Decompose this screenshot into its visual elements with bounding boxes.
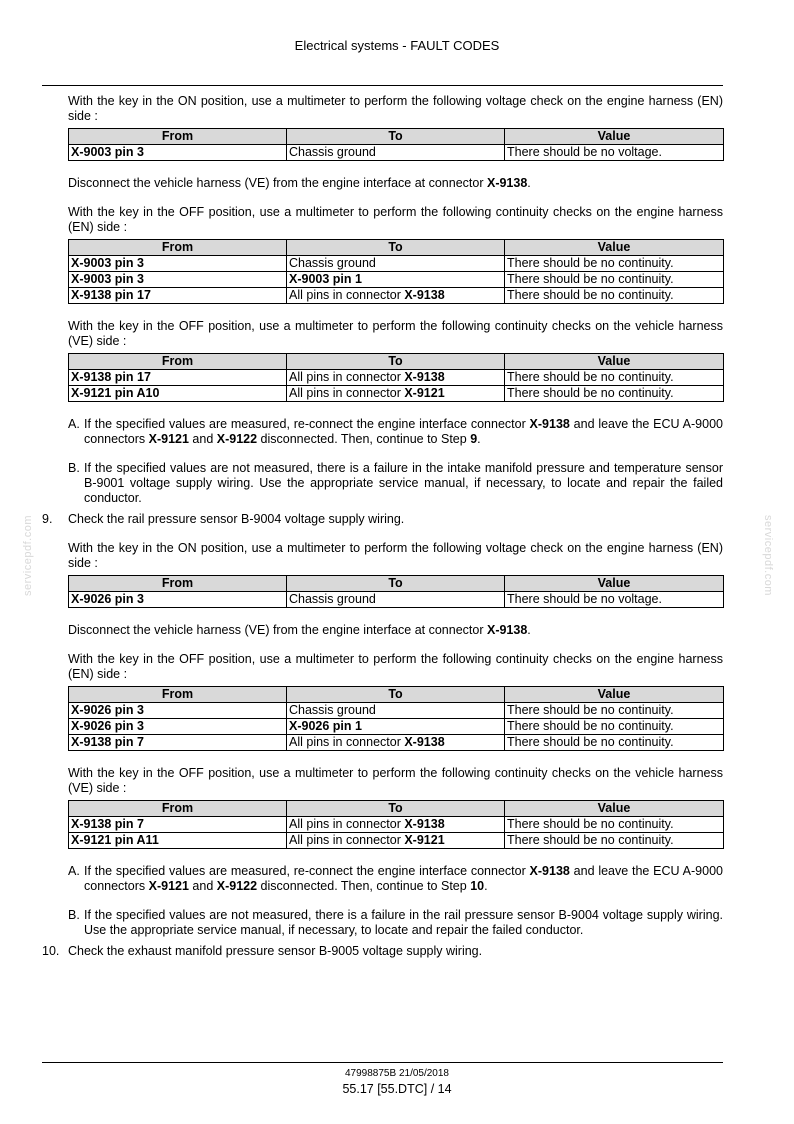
column-header-from: From bbox=[69, 801, 287, 817]
value-cell: There should be no continuity. bbox=[505, 719, 724, 735]
page-content bbox=[42, 94, 723, 959]
table-row bbox=[69, 145, 724, 161]
to-cell bbox=[287, 833, 505, 849]
column-header-from: From bbox=[69, 240, 287, 256]
from-cell: X-9026 pin 3 bbox=[69, 719, 287, 735]
to-cell-text: All pins in connector bbox=[289, 288, 405, 302]
from-cell: X-9138 pin 7 bbox=[69, 735, 287, 751]
to-cell-text: All pins in connector bbox=[289, 817, 405, 831]
connector-ref: X-9121 bbox=[148, 879, 189, 893]
from-cell: X-9003 pin 3 bbox=[69, 272, 287, 288]
table-row bbox=[69, 719, 724, 735]
to-cell bbox=[287, 735, 505, 751]
table-row bbox=[69, 592, 724, 608]
from-cell: X-9026 pin 3 bbox=[69, 592, 287, 608]
document-id: 47998875B 21/05/2018 bbox=[345, 1068, 449, 1079]
to-cell: Chassis ground bbox=[287, 703, 505, 719]
list-text: and bbox=[188, 432, 217, 446]
instruction-paragraph: With the key in the OFF position, use a multimeter to perform the following continuity checks on the engine harness (EN) side : bbox=[68, 205, 723, 234]
instruction-paragraph: With the key in the OFF position, use a multimeter to perform the following continuity checks on the engine harness (EN) side : bbox=[68, 652, 723, 681]
connector-ref: X-9138 bbox=[486, 623, 528, 637]
list-text: If the specified values are not measured, there is a failure in the rail pressure sensor B-9004 voltage supply wiring. Use the appropriate service manual, if necessary, to locate and repair the failed conductor. bbox=[84, 908, 723, 937]
list-text: If the specified values are measured, re-connect the engine interface connector bbox=[84, 417, 530, 431]
paragraph-text: Disconnect the vehicle harness (VE) from the engine interface at connector bbox=[68, 623, 487, 637]
table-row bbox=[69, 272, 724, 288]
column-header-to: To bbox=[287, 801, 505, 817]
list-text: and leave the ECU A-9000 connectors bbox=[84, 417, 723, 446]
table-row bbox=[69, 370, 724, 386]
footer-rule bbox=[42, 1062, 723, 1063]
to-cell: Chassis ground bbox=[287, 592, 505, 608]
list-text: disconnected. Then, continue to Step bbox=[257, 879, 471, 893]
to-cell-text: All pins in connector bbox=[289, 833, 405, 847]
value-cell: There should be no continuity. bbox=[505, 703, 724, 719]
list-text: If the specified values are measured, re-connect the engine interface connector bbox=[84, 864, 530, 878]
to-cell bbox=[287, 370, 505, 386]
table-row bbox=[69, 833, 724, 849]
from-cell: X-9138 pin 7 bbox=[69, 817, 287, 833]
instruction-paragraph: With the key in the ON position, use a multimeter to perform the following voltage check on the engine harness (EN) side : bbox=[68, 94, 723, 123]
value-cell: There should be no continuity. bbox=[505, 735, 724, 751]
from-cell: X-9003 pin 3 bbox=[69, 256, 287, 272]
to-cell-text: All pins in connector bbox=[289, 735, 405, 749]
list-marker: A. bbox=[68, 417, 80, 431]
continuity-check-table bbox=[68, 353, 724, 402]
voltage-check-table bbox=[68, 128, 724, 161]
list-item-a bbox=[68, 864, 723, 894]
value-cell: There should be no voltage. bbox=[505, 145, 724, 161]
column-header-to: To bbox=[287, 129, 505, 145]
continuity-check-table bbox=[68, 239, 724, 304]
connector-ref: X-9121 bbox=[404, 833, 445, 847]
table-row bbox=[69, 703, 724, 719]
value-cell: There should be no continuity. bbox=[505, 288, 724, 304]
connector-ref: X-9138 bbox=[529, 417, 570, 431]
value-cell: There should be no continuity. bbox=[505, 272, 724, 288]
list-item-b bbox=[68, 908, 723, 938]
header-rule bbox=[42, 85, 723, 86]
value-cell: There should be no continuity. bbox=[505, 256, 724, 272]
from-cell: X-9138 pin 17 bbox=[69, 370, 287, 386]
continuity-check-table bbox=[68, 800, 724, 849]
connector-ref: X-9138 bbox=[404, 817, 445, 831]
column-header-to: To bbox=[287, 687, 505, 703]
table-row bbox=[69, 386, 724, 402]
page-number: 55.17 [55.DTC] / 14 bbox=[342, 1082, 452, 1096]
watermark-left: servicepdf.com bbox=[22, 515, 34, 596]
connector-ref: X-9138 bbox=[404, 288, 445, 302]
to-cell bbox=[287, 386, 505, 402]
connector-ref: X-9138 bbox=[404, 735, 445, 749]
step-text: Check the rail pressure sensor B-9004 voltage supply wiring. bbox=[68, 512, 405, 526]
list-marker: B. bbox=[68, 908, 80, 922]
connector-ref: X-9122 bbox=[216, 432, 258, 446]
value-cell: There should be no continuity. bbox=[505, 833, 724, 849]
continuity-check-table bbox=[68, 686, 724, 751]
to-cell bbox=[287, 817, 505, 833]
paragraph-end: . bbox=[527, 623, 531, 637]
step-ref: 10 bbox=[470, 879, 485, 893]
paragraph-end: . bbox=[527, 176, 531, 190]
to-cell: X-9003 pin 1 bbox=[287, 272, 505, 288]
column-header-to: To bbox=[287, 354, 505, 370]
voltage-check-table bbox=[68, 575, 724, 608]
table-row bbox=[69, 735, 724, 751]
step-text: Check the exhaust manifold pressure sensor B-9005 voltage supply wiring. bbox=[68, 944, 483, 958]
to-cell: X-9026 pin 1 bbox=[287, 719, 505, 735]
column-header-value: Value bbox=[505, 129, 724, 145]
to-cell bbox=[287, 288, 505, 304]
table-row bbox=[69, 817, 724, 833]
instruction-paragraph: With the key in the ON position, use a multimeter to perform the following voltage check on the engine harness (EN) side : bbox=[68, 541, 723, 570]
value-cell: There should be no continuity. bbox=[505, 817, 724, 833]
list-text: and leave the ECU A-9000 connectors bbox=[84, 864, 723, 893]
table-row bbox=[69, 256, 724, 272]
from-cell: X-9138 pin 17 bbox=[69, 288, 287, 304]
table-row bbox=[69, 288, 724, 304]
to-cell-text: All pins in connector bbox=[289, 386, 405, 400]
paragraph-text: Disconnect the vehicle harness (VE) from the engine interface at connector bbox=[68, 176, 487, 190]
list-text: If the specified values are not measured, there is a failure in the intake manifold pressure and temperature sensor B-9001 voltage supply wiring. Use the appropriate service manual, if necessary, to locate and repair the failed conductor. bbox=[84, 461, 723, 505]
connector-ref: X-9121 bbox=[148, 432, 189, 446]
from-cell: X-9026 pin 3 bbox=[69, 703, 287, 719]
instruction-paragraph bbox=[68, 176, 723, 191]
column-header-value: Value bbox=[505, 354, 724, 370]
connector-ref: X-9121 bbox=[404, 386, 445, 400]
column-header-to: To bbox=[287, 576, 505, 592]
column-header-to: To bbox=[287, 240, 505, 256]
column-header-from: From bbox=[69, 354, 287, 370]
list-marker: B. bbox=[68, 461, 80, 475]
list-item-b bbox=[68, 461, 723, 506]
list-marker: A. bbox=[68, 864, 80, 878]
watermark-right: servicepdf.com bbox=[762, 515, 774, 596]
value-cell: There should be no voltage. bbox=[505, 592, 724, 608]
list-item-a bbox=[68, 417, 723, 447]
connector-ref: X-9138 bbox=[529, 864, 570, 878]
list-text: and bbox=[188, 879, 217, 893]
connector-ref: X-9138 bbox=[486, 176, 528, 190]
instruction-paragraph: With the key in the OFF position, use a multimeter to perform the following continuity checks on the vehicle harness (VE) side : bbox=[68, 319, 723, 348]
to-cell-text: All pins in connector bbox=[289, 370, 405, 384]
step-number: 10. bbox=[42, 944, 60, 958]
page-header: Electrical systems - FAULT CODES bbox=[294, 38, 500, 53]
step-number: 9. bbox=[42, 512, 53, 526]
column-header-from: From bbox=[69, 687, 287, 703]
from-cell: X-9121 pin A11 bbox=[69, 833, 287, 849]
list-text: disconnected. Then, continue to Step bbox=[257, 432, 471, 446]
column-header-from: From bbox=[69, 576, 287, 592]
step-9 bbox=[42, 512, 723, 527]
instruction-paragraph bbox=[68, 623, 723, 638]
value-cell: There should be no continuity. bbox=[505, 386, 724, 402]
column-header-value: Value bbox=[505, 576, 724, 592]
list-text: . bbox=[477, 432, 481, 446]
column-header-from: From bbox=[69, 129, 287, 145]
column-header-value: Value bbox=[505, 687, 724, 703]
from-cell: X-9121 pin A10 bbox=[69, 386, 287, 402]
step-ref: 9 bbox=[470, 432, 478, 446]
column-header-value: Value bbox=[505, 801, 724, 817]
instruction-paragraph: With the key in the OFF position, use a multimeter to perform the following continuity checks on the vehicle harness (VE) side : bbox=[68, 766, 723, 795]
to-cell: Chassis ground bbox=[287, 256, 505, 272]
connector-ref: X-9122 bbox=[216, 879, 258, 893]
column-header-value: Value bbox=[505, 240, 724, 256]
to-cell: Chassis ground bbox=[287, 145, 505, 161]
value-cell: There should be no continuity. bbox=[505, 370, 724, 386]
connector-ref: X-9138 bbox=[404, 370, 445, 384]
list-text: . bbox=[484, 879, 488, 893]
from-cell: X-9003 pin 3 bbox=[69, 145, 287, 161]
step-10 bbox=[42, 944, 723, 959]
